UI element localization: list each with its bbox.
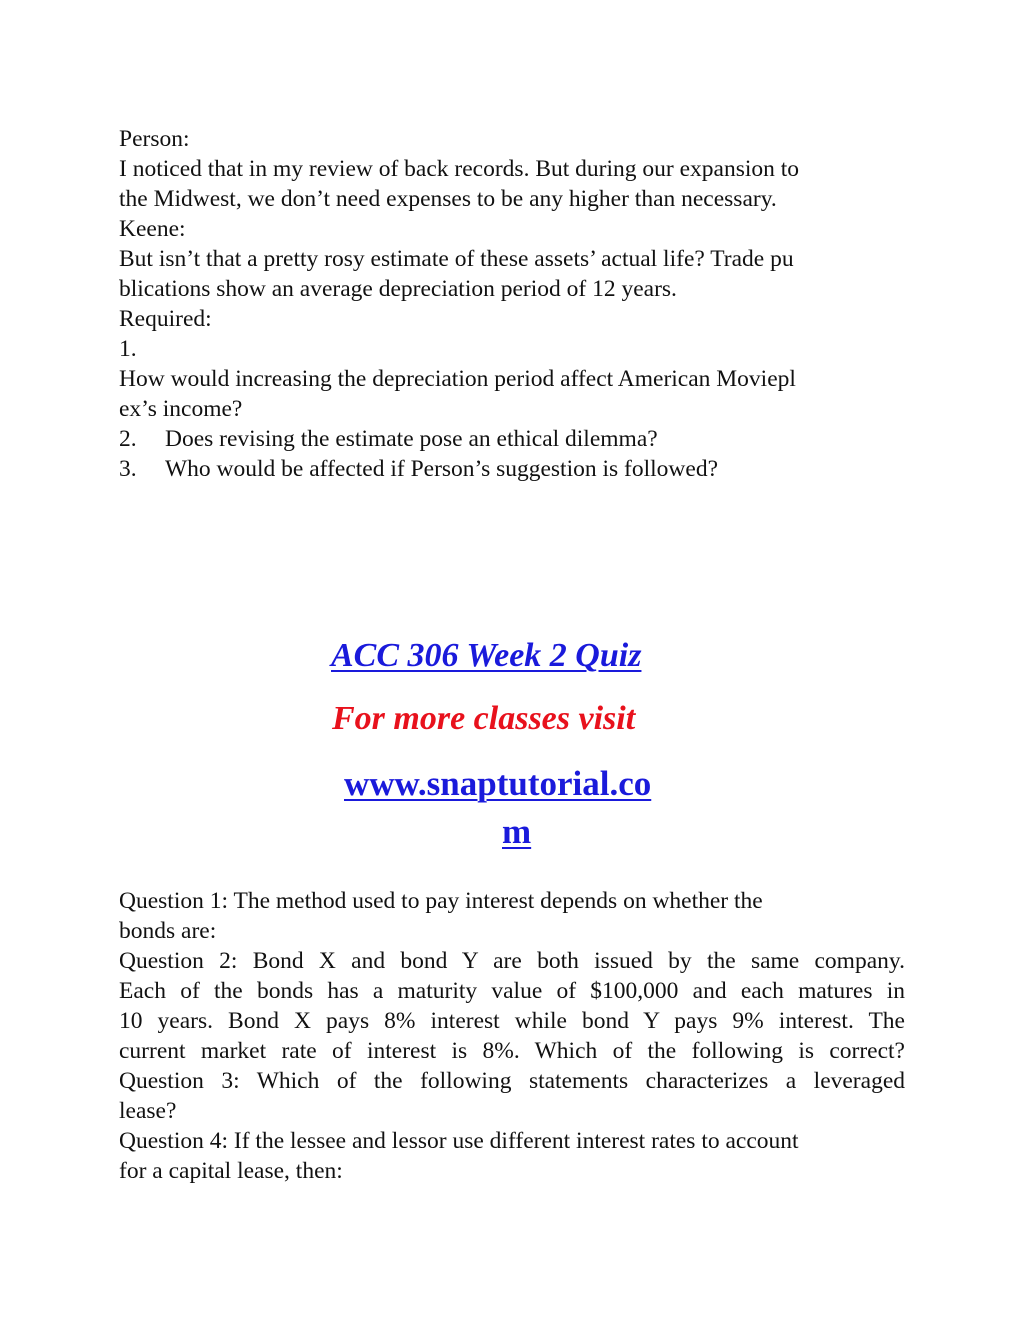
question-1-line-1: Question 1: The method used to pay interest depends on whether the	[119, 888, 763, 914]
required-item-3-number: 3.	[119, 456, 137, 482]
more-classes-text: For more classes visit	[332, 700, 636, 737]
website-link-part-2[interactable]: m	[502, 812, 532, 851]
quiz-title-link[interactable]: ACC 306 Week 2 Quiz	[331, 637, 642, 674]
required-label: Required:	[119, 306, 212, 332]
required-item-3-text: Who would be affected if Person’s suggestion is followed?	[165, 456, 719, 482]
person-statement-line-2: the Midwest, we don’t need expenses to be any higher than necessary.	[119, 186, 777, 212]
keene-statement-line-2: blications show an average depreciation period of 12 years.	[119, 276, 677, 302]
website-link-part-1[interactable]: www.snaptutorial.co	[344, 764, 652, 803]
question-4-line-1: Question 4: If the lessee and lessor use different interest rates to account	[119, 1128, 799, 1154]
question-2-line-2: Each of the bonds has a maturity value of $100,000 and each matures in	[119, 978, 905, 1004]
question-4-line-2: for a capital lease, then:	[119, 1158, 343, 1184]
speaker-person-label: Person:	[119, 126, 190, 152]
question-3-line-2: lease?	[119, 1098, 177, 1124]
required-item-2-number: 2.	[119, 426, 137, 452]
required-item-1-line-1: How would increasing the depreciation period affect American Moviepl	[119, 366, 796, 392]
question-2-line-3: 10 years. Bond X pays 8% interest while bond Y pays 9% interest. The	[119, 1008, 905, 1034]
required-item-1-number: 1.	[119, 336, 137, 362]
case-text-block	[119, 124, 909, 484]
question-3-line-1: Question 3: Which of the following statements characterizes a leveraged	[119, 1068, 905, 1094]
required-item-2-text: Does revising the estimate pose an ethical dilemma?	[165, 426, 658, 452]
required-item-1-line-2: ex’s income?	[119, 396, 243, 422]
keene-statement-line-1: But isn’t that a pretty rosy estimate of these assets’ actual life? Trade pu	[119, 246, 794, 272]
required-item-2	[119, 424, 909, 454]
question-2-line-4: current market rate of interest is 8%. Which of the following is correct?	[119, 1038, 905, 1064]
question-2-line-1: Question 2: Bond X and bond Y are both issued by the same company.	[119, 948, 905, 974]
required-item-3	[119, 454, 909, 484]
quiz-questions-block	[119, 886, 905, 1186]
question-1-line-2: bonds are:	[119, 918, 217, 944]
person-statement-line-1: I noticed that in my review of back records. But during our expansion to	[119, 156, 800, 182]
speaker-keene-label: Keene:	[119, 216, 186, 242]
